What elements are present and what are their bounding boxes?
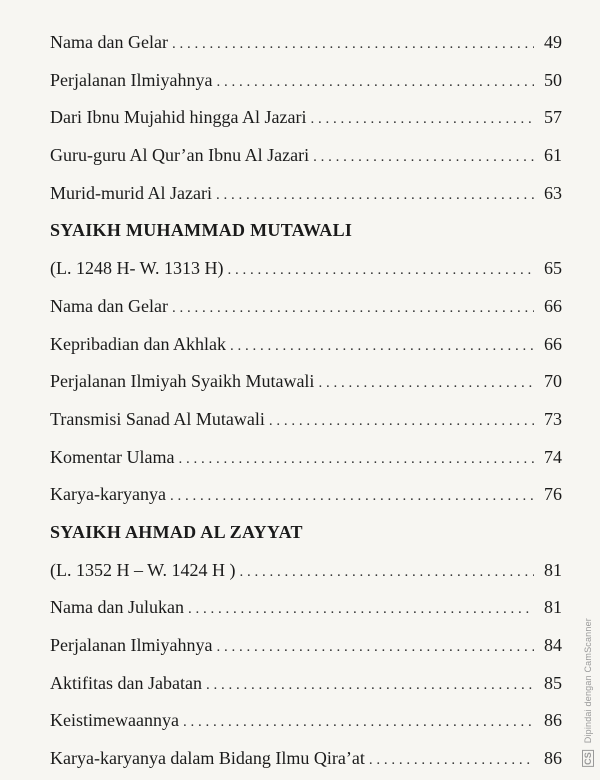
toc-entry-title: Dari Ibnu Mujahid hingga Al Jazari: [50, 107, 307, 128]
toc-entry-title: Keistimewaannya: [50, 710, 179, 731]
dot-leader: [318, 365, 534, 403]
dot-leader: [310, 101, 534, 139]
toc-page-number: 50: [544, 69, 562, 90]
toc-page-number: 81: [544, 559, 562, 580]
toc-page-number: 81: [544, 597, 562, 618]
dot-leader: [269, 403, 534, 441]
toc-entry-title: Perjalanan Ilmiyah Syaikh Mutawali: [50, 371, 315, 392]
toc-page-number: 73: [544, 408, 562, 429]
toc-page-number: 66: [544, 333, 562, 354]
toc-page-number: 61: [544, 145, 562, 166]
dot-leader: [170, 478, 534, 516]
toc-entry-title: Karya-karyanya dalam Bidang Ilmu Qira’at: [50, 748, 365, 769]
section-heading: SYAIKH AHMAD AL ZAYYAT: [50, 521, 303, 542]
toc-entry: [50, 476, 562, 514]
dot-leader: [313, 139, 534, 177]
dot-leader: [240, 554, 535, 592]
dot-leader: [216, 629, 534, 667]
toc-entry-title: Guru-guru Al Qur’an Ibnu Al Jazari: [50, 145, 310, 166]
toc-entry: [50, 24, 562, 62]
toc-entry: [50, 665, 562, 703]
dot-leader: [188, 591, 534, 629]
toc-entry-title: Komentar Ulama: [50, 446, 175, 467]
toc-entry-title: Kepribadian dan Akhlak: [50, 333, 226, 354]
toc-entry: [50, 175, 562, 213]
dot-leader: [230, 328, 534, 366]
toc-entry-title: Perjalanan Ilmiyahnya: [50, 635, 213, 655]
toc-page-number: 65: [544, 258, 562, 279]
toc-entry: [50, 439, 562, 477]
dot-leader: [216, 64, 534, 102]
toc-entry-title: Transmisi Sanad Al Mutawali: [50, 408, 265, 429]
toc-page-number: 84: [544, 635, 562, 655]
dot-leader: [228, 252, 535, 290]
toc-entry-title: Perjalanan Ilmiyahnya: [50, 69, 213, 90]
toc-entry: [50, 363, 562, 401]
toc-entry: [50, 250, 562, 288]
toc-entry: [50, 137, 562, 175]
toc-entry: [50, 589, 562, 627]
toc-entry: [50, 740, 562, 778]
dot-leader: [183, 704, 534, 742]
toc-entry-title: (L. 1248 H- W. 1313 H): [50, 258, 224, 279]
toc-entry: [50, 288, 562, 326]
watermark-text: Dipindai dengan CamScanner: [583, 618, 593, 744]
toc-entry: [50, 702, 562, 740]
toc-page-number: 74: [544, 446, 562, 467]
toc-page-number: 49: [544, 32, 562, 52]
dot-leader: [369, 742, 534, 780]
toc-entry: [50, 552, 562, 590]
toc-page-number: 85: [544, 672, 562, 693]
scanner-watermark: [582, 618, 594, 767]
toc-entry-title: Nama dan Gelar: [50, 32, 168, 52]
toc-page-number: 70: [544, 371, 562, 392]
toc-entry: [50, 326, 562, 364]
camscanner-logo-icon: CS: [583, 752, 593, 765]
toc-page-number: 76: [544, 484, 562, 505]
toc-entry-title: Nama dan Gelar: [50, 295, 168, 316]
dot-leader: [178, 441, 534, 479]
toc-page-number: 86: [544, 748, 562, 769]
dot-leader: [216, 177, 534, 215]
table-of-contents: [50, 24, 562, 778]
toc-entry: [50, 62, 562, 100]
toc-page-number: 57: [544, 107, 562, 128]
toc-entry: [50, 401, 562, 439]
dot-leader: [206, 667, 534, 705]
toc-entry-title: Karya-karyanya: [50, 484, 166, 505]
toc-entry-title: Aktifitas dan Jabatan: [50, 672, 202, 693]
toc-entry-title: (L. 1352 H – W. 1424 H ): [50, 559, 236, 580]
section-heading: SYAIKH MUHAMMAD MUTAWALI: [50, 220, 353, 241]
dot-leader: [172, 290, 534, 328]
toc-page-number: 66: [544, 295, 562, 316]
toc-page-number: 63: [544, 182, 562, 203]
toc-entry: [50, 627, 562, 665]
toc-entry-title: Murid-murid Al Jazari: [50, 182, 212, 203]
toc-page-number: 86: [544, 710, 562, 731]
toc-entry: [50, 99, 562, 137]
dot-leader: [172, 26, 534, 64]
toc-entry-title: Nama dan Julukan: [50, 597, 184, 618]
